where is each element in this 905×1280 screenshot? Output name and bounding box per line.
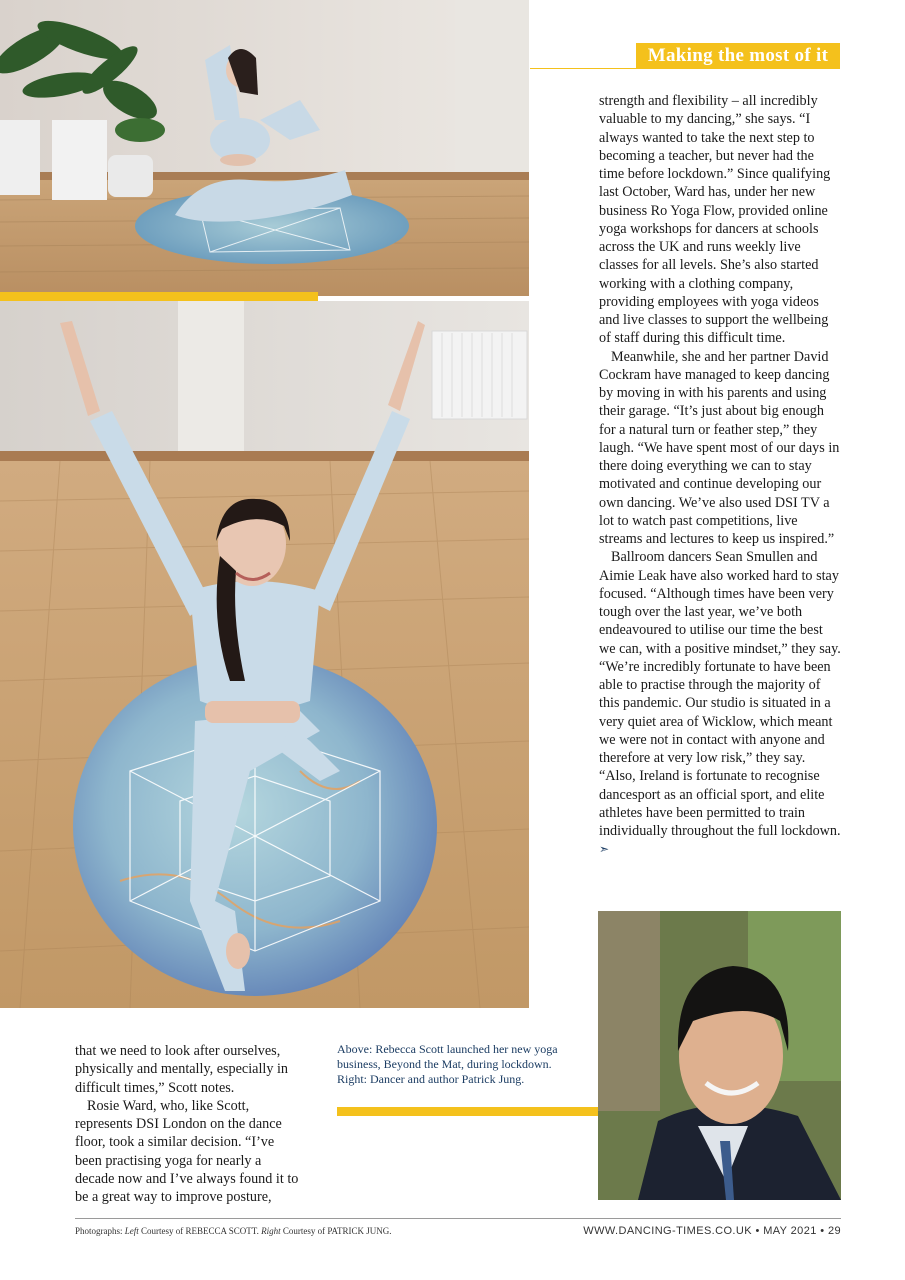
section-tag-rule [530, 68, 636, 69]
credits-left: Courtesy of REBECCA SCOTT. [141, 1226, 259, 1236]
top-photo-illustration [0, 0, 529, 296]
photo-caption: Above: Rebecca Scott launched her new yoga business, Beyond the Mat, during lockdown. Right: Dancer and author Patrick Jung. [337, 1042, 558, 1086]
folio-separator-2: • [820, 1225, 825, 1237]
caption-accent-bar [337, 1107, 598, 1116]
left-paragraph-1: that we need to look after ourselves, physically and mentally, especially in difficult times,” Scott notes. [75, 1043, 289, 1096]
credits-right-label: Right [261, 1226, 281, 1236]
continue-arrow-icon: ➣ [599, 842, 610, 857]
footer-rule [75, 1218, 841, 1219]
right-paragraph-3-text: Ballroom dancers Sean Smullen and Aimie Leak have also worked hard to stay focused. “Although times have been very tough over the last year, we’ve both endeavoured to utilise our time the best we can, with a positive mindset,” they say. “We’re incredibly fortunate to have been able to practise through the majority of this pandemic. Our studio is situated in a very quiet area of Wicklow, which meant we were not in contact with anyone and therefore at very low risk,” they say. “Also, Ireland is fortunate to recognise dancesport as an official sport, and elite athletes have been permitted to train individually throughout the full lockdown. [599, 549, 841, 839]
right-paragraph-3 [599, 548, 842, 858]
page-folio [583, 1225, 841, 1237]
main-photo-illustration [0, 301, 529, 1008]
right-paragraph-1: strength and flexibility – all incredibly valuable to my dancing,” she says. “I always wanted to take the next step to becoming a teacher, but never had the time before lockdown.” Since qualifying last October, Ward has, under her new business Ro Yoga Flow, provided online yoga workshops for dancers at schools across the UK and runs weekly live classes for all levels. She’s also started working with a clothing company, providing employees with yoga videos and live classes to support the wellbeing of staff during this difficult time. [599, 93, 831, 347]
issue-date: MAY 2021 [763, 1225, 817, 1237]
photo-credits [75, 1226, 392, 1236]
credits-right: Courtesy of PATRICK JUNG. [282, 1226, 392, 1236]
credits-label: Photographs: [75, 1226, 123, 1236]
folio-separator-1: • [755, 1225, 760, 1237]
top-yoga-photo [0, 0, 529, 296]
main-yoga-photo [0, 301, 529, 1008]
credits-left-label: Left [124, 1226, 139, 1236]
section-tag: Making the most of it [636, 43, 840, 69]
top-photo-accent-bar [0, 292, 318, 301]
left-paragraph-2: Rosie Ward, who, like Scott, represents DSI London on the dance floor, took a similar decision. “I’ve been practising yoga for nearly a decade now and I’ve always found it to be a great way to improve posture, [75, 1097, 299, 1205]
site-url: WWW.DANCING-TIMES.CO.UK [583, 1225, 752, 1237]
right-paragraph-2: Meanwhile, she and her partner David Cockram have managed to keep dancing by moving in with his parents and using their garage. “It’s just about big enough for a natural turn or feather step,” they laugh. “We have spent most of our days in there doing everything we can to stay motivated and continue developing our own dancing. We’ve also used DSI TV a lot to watch past competitions, live streams and lectures to keep us inspired.” [599, 348, 840, 547]
left-column-text [75, 1042, 303, 1206]
portrait-photo [598, 911, 841, 1200]
page-number: 29 [827, 1225, 841, 1237]
right-column-text [599, 92, 842, 859]
portrait-illustration [598, 911, 841, 1200]
